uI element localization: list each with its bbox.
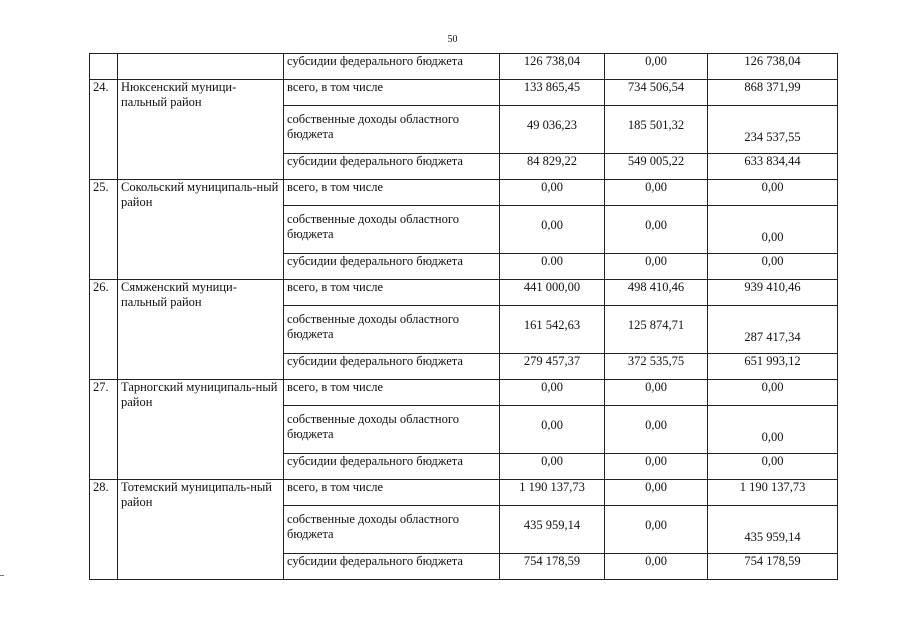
total-row — [90, 480, 838, 506]
row-number: 25. — [90, 180, 118, 280]
value-cell-1: 133 865,45 — [500, 80, 605, 106]
value-cell-3: 1 190 137,73 — [708, 480, 838, 506]
income-type-label: субсидии федерального бюджета — [284, 254, 500, 280]
income-type-label: всего, в том числе — [284, 180, 500, 206]
income-type-label: субсидии федерального бюджета — [284, 554, 500, 580]
value-cell-2: 734 506,54 — [605, 80, 708, 106]
value-cell-1: 754 178,59 — [500, 554, 605, 580]
value-cell-1: 0.00 — [500, 254, 605, 280]
income-type-label: всего, в том числе — [284, 80, 500, 106]
scan-edge-mark — [0, 575, 4, 576]
value-cell-2: 0,00 — [605, 206, 708, 254]
value-cell-2: 125 874,71 — [605, 306, 708, 354]
value-cell-1: 0,00 — [500, 206, 605, 254]
value-cell-3: 754 178,59 — [708, 554, 838, 580]
value-cell-1: 441 000,00 — [500, 280, 605, 306]
value-cell-2: 549 005,22 — [605, 154, 708, 180]
district-name-cell — [118, 54, 284, 80]
income-type-label: всего, в том числе — [284, 380, 500, 406]
income-type-label: собственные доходы областного бюджета — [284, 506, 500, 554]
income-type-cell: субсидии федерального бюджета — [284, 54, 500, 80]
carryover-row — [90, 54, 838, 80]
value-cell-3: 234 537,55 — [708, 106, 838, 154]
value-cell-1: 0,00 — [500, 380, 605, 406]
row-number: 24. — [90, 80, 118, 180]
value-cell-2: 185 501,32 — [605, 106, 708, 154]
value-cell-1: 126 738,04 — [500, 54, 605, 80]
total-row — [90, 380, 838, 406]
district-name: Тотемский муниципаль-ный район — [118, 480, 284, 580]
income-type-label: собственные доходы областного бюджета — [284, 106, 500, 154]
value-cell-3: 0,00 — [708, 380, 838, 406]
income-type-label: всего, в том числе — [284, 280, 500, 306]
value-cell-2: 0,00 — [605, 454, 708, 480]
income-type-label: собственные доходы областного бюджета — [284, 206, 500, 254]
value-cell-2: 0,00 — [605, 380, 708, 406]
value-cell-2: 0,00 — [605, 480, 708, 506]
income-type-label: собственные доходы областного бюджета — [284, 306, 500, 354]
page-number: 50 — [447, 34, 458, 45]
number-cell — [90, 54, 118, 80]
value-cell-1: 0,00 — [500, 180, 605, 206]
value-cell-3: 0,00 — [708, 206, 838, 254]
district-name: Тарногский муниципаль-ный район — [118, 380, 284, 480]
row-number: 28. — [90, 480, 118, 580]
value-cell-2: 498 410,46 — [605, 280, 708, 306]
value-cell-1: 1 190 137,73 — [500, 480, 605, 506]
value-cell-3: 0,00 — [708, 254, 838, 280]
row-number: 26. — [90, 280, 118, 380]
value-cell-3: 0,00 — [708, 454, 838, 480]
income-type-label: субсидии федерального бюджета — [284, 154, 500, 180]
value-cell-1: 49 036,23 — [500, 106, 605, 154]
value-cell-2: 0,00 — [605, 506, 708, 554]
value-cell-3: 939 410,46 — [708, 280, 838, 306]
value-cell-1: 0,00 — [500, 454, 605, 480]
value-cell-3: 0,00 — [708, 180, 838, 206]
district-name: Нюксенский муници-пальный район — [118, 80, 284, 180]
value-cell-2: 0,00 — [605, 406, 708, 454]
value-cell-2: 0,00 — [605, 254, 708, 280]
value-cell-3: 651 993,12 — [708, 354, 838, 380]
value-cell-2: 0,00 — [605, 554, 708, 580]
value-cell-3: 126 738,04 — [708, 54, 838, 80]
income-type-label: субсидии федерального бюджета — [284, 354, 500, 380]
budget-table — [89, 53, 838, 580]
value-cell-2: 0,00 — [605, 180, 708, 206]
value-cell-2: 0,00 — [605, 54, 708, 80]
value-cell-3: 633 834,44 — [708, 154, 838, 180]
value-cell-1: 279 457,37 — [500, 354, 605, 380]
value-cell-1: 161 542,63 — [500, 306, 605, 354]
value-cell-1: 84 829,22 — [500, 154, 605, 180]
table-body — [90, 54, 838, 580]
total-row — [90, 80, 838, 106]
value-cell-3: 287 417,34 — [708, 306, 838, 354]
value-cell-1: 0,00 — [500, 406, 605, 454]
district-name: Сямженский муници-пальный район — [118, 280, 284, 380]
total-row — [90, 280, 838, 306]
row-number: 27. — [90, 380, 118, 480]
value-cell-3: 435 959,14 — [708, 506, 838, 554]
total-row — [90, 180, 838, 206]
value-cell-2: 372 535,75 — [605, 354, 708, 380]
value-cell-3: 0,00 — [708, 406, 838, 454]
value-cell-3: 868 371,99 — [708, 80, 838, 106]
income-type-label: собственные доходы областного бюджета — [284, 406, 500, 454]
income-type-label: всего, в том числе — [284, 480, 500, 506]
district-name: Сокольский муниципаль-ный район — [118, 180, 284, 280]
income-type-label: субсидии федерального бюджета — [284, 454, 500, 480]
value-cell-1: 435 959,14 — [500, 506, 605, 554]
